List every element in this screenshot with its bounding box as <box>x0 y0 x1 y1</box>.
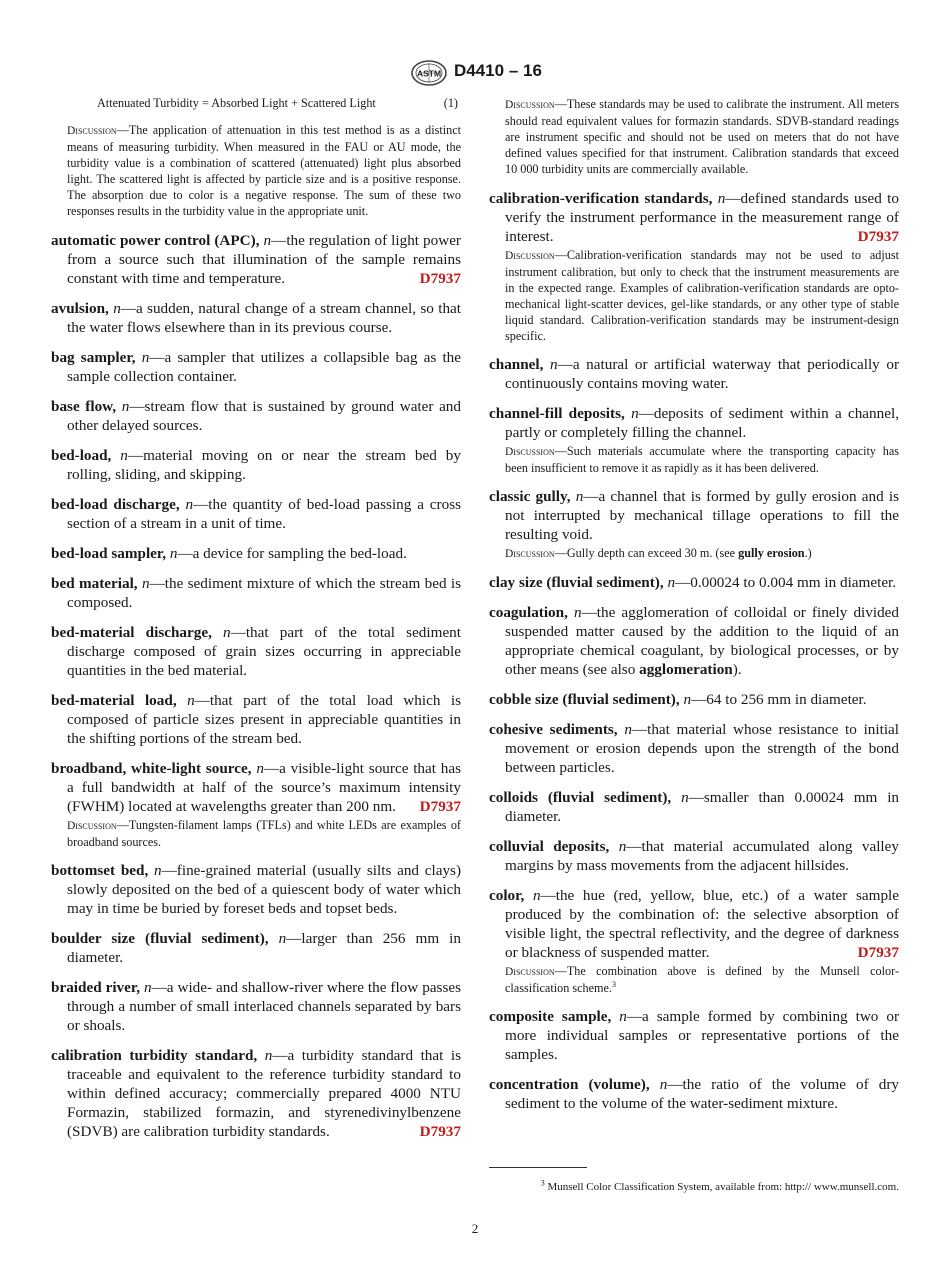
astm-logo-text: ASTM <box>416 68 442 79</box>
discussion-note <box>67 817 461 850</box>
entry-definition: —the ratio of the volume of dry sediment to the volume of the water-sediment mixture. <box>505 1076 900 1112</box>
entry-term: composite sample, <box>489 1008 612 1025</box>
entry-term: bed-material discharge, <box>51 624 212 641</box>
entry-part-of-speech: n <box>681 789 689 806</box>
entry-part-of-speech: n <box>631 405 639 422</box>
entry-definition: —a sudden, natural change of a stream channel, so that the water flows elsewhere than in its previous course. <box>67 300 461 336</box>
discussion-text: —Gully depth can exceed 30 m. (see <box>554 546 739 560</box>
glossary-entry <box>489 355 899 393</box>
entry-definition: —a sample formed by combining two or more individual samples or representative portions of the samples. <box>505 1008 899 1063</box>
page-header <box>0 60 950 86</box>
entry-definition: —the agglomeration of colloidal or finely divided suspended matter caused by the addition to the liquid of an appropriate chemical coagulant, by biological processes, or by other means (see also <box>505 604 900 678</box>
entry-term: cobble size (fluvial sediment), <box>489 691 680 708</box>
discussion-note <box>505 963 899 996</box>
entry-part-of-speech: n <box>659 1076 668 1093</box>
discussion-note <box>51 122 461 219</box>
entry-term: bed material, <box>51 575 138 592</box>
entry-term: bed-load, <box>51 447 112 464</box>
glossary-entry <box>51 929 461 967</box>
glossary-entry <box>489 404 899 476</box>
entry-term: coagulation, <box>489 604 568 621</box>
glossary-entry <box>51 978 461 1035</box>
standard-reference: D7937 <box>419 1123 461 1140</box>
entry-part-of-speech: n <box>185 496 194 513</box>
discussion-label: Discussion <box>67 125 117 137</box>
glossary-entry <box>489 690 899 709</box>
entry-term: bottomset bed, <box>51 862 149 879</box>
entry-part-of-speech: n <box>121 398 130 415</box>
discussion-cross-reference: gully erosion <box>738 546 805 560</box>
entry-part-of-speech: n <box>154 862 162 879</box>
entry-part-of-speech: n <box>717 190 726 207</box>
glossary-entry <box>51 691 461 748</box>
entry-term: colloids (fluvial sediment), <box>489 789 672 806</box>
discussion-label: Discussion <box>505 548 555 560</box>
entry-definition: —64 to 256 mm in diameter. <box>691 691 867 708</box>
glossary-entry <box>489 573 899 592</box>
entry-term: broadband, white-light source, <box>51 760 252 777</box>
right-entries <box>489 189 899 1113</box>
footnote <box>489 1180 899 1194</box>
entry-part-of-speech: n <box>264 1047 273 1064</box>
footnote-reference: 3 <box>611 979 616 989</box>
entry-term: bed-load discharge, <box>51 496 180 513</box>
glossary-entry <box>51 574 461 612</box>
entry-part-of-speech: n <box>278 930 287 947</box>
glossary-entry <box>489 487 899 562</box>
entry-part-of-speech: n <box>550 356 558 373</box>
glossary-entry <box>489 886 899 996</box>
entry-term: automatic power control (APC), <box>51 232 260 249</box>
entry-definition: —that material accumulated along valley margins by mass movements from the adjacent hillsides. <box>505 838 899 874</box>
entry-definition: —the sediment mixture of which the stream bed is composed. <box>67 575 462 611</box>
entry-part-of-speech: n <box>144 979 152 996</box>
entry-term: color, <box>489 887 525 904</box>
standard-reference: D7937 <box>419 270 461 287</box>
entry-term: channel-fill deposits, <box>489 405 625 422</box>
discussion-text: —Tungsten-filament lamps (TFLs) and white LEDs are examples of broadband sources. <box>67 818 461 849</box>
entry-part-of-speech: n <box>223 624 231 641</box>
entry-term: base flow, <box>51 398 117 415</box>
entry-definition: —a turbidity standard that is traceable and equivalent to the reference turbidity standard to within defined accuracy; commercially prepared 4000 NTU Formazin, stabilized formazin, and styrenedivinylbenzene (SDVB) are calibration turbidity standards. <box>67 1047 462 1140</box>
entry-term: clay size (fluvial sediment), <box>489 574 664 591</box>
left-column <box>51 96 461 1152</box>
glossary-entry <box>51 623 461 680</box>
footnote-divider <box>489 1167 587 1168</box>
glossary-entry <box>51 1046 461 1141</box>
entry-term: colluvial deposits, <box>489 838 610 855</box>
entry-term: bed-material load, <box>51 692 177 709</box>
entry-term: bed-load sampler, <box>51 545 167 562</box>
discussion-tail: .) <box>804 546 812 560</box>
entry-term: boulder size (fluvial sediment), <box>51 930 269 947</box>
glossary-entry <box>489 720 899 777</box>
entry-definition: —the regulation of light power from a source such that illumination of the sample remains constant with time and temperature. <box>67 232 461 287</box>
entry-definition: —deposits of sediment within a channel, partly or completely filling the channel. <box>505 405 899 441</box>
discussion-label: Discussion <box>505 99 555 111</box>
entry-definition: —stream flow that is sustained by ground water and other delayed sources. <box>67 398 461 434</box>
glossary-entry <box>51 231 461 288</box>
discussion-note <box>505 545 899 562</box>
entry-definition: —that part of the total sediment discharge composed of grain sizes occurring in appreciable quantities in the bed material. <box>67 624 461 679</box>
entry-definition: —larger than 256 mm in diameter. <box>67 930 461 966</box>
entry-definition: —smaller than 0.00024 mm in diameter. <box>505 789 900 825</box>
entry-definition: —0.00024 to 0.004 mm in diameter. <box>675 574 897 591</box>
entry-part-of-speech: n <box>263 232 272 249</box>
entry-definition: —a visible-light source that has a full bandwidth at half of the source’s maximum intensity (FWHM) located at wavelengths greater than 200 nm. <box>67 760 461 815</box>
discussion-text: —Such materials accumulate where the transporting capacity has been insufficient to remove it as rapidly as it has been delivered. <box>505 444 899 475</box>
standard-reference: D7937 <box>419 798 461 815</box>
entry-term: classic gully, <box>489 488 571 505</box>
standard-reference: D7937 <box>857 228 899 245</box>
entry-part-of-speech: n <box>618 838 627 855</box>
discussion-label: Discussion <box>67 820 117 832</box>
entry-term: avulsion, <box>51 300 109 317</box>
document-id: D4410 – 16 <box>454 61 542 80</box>
entry-part-of-speech: n <box>532 887 541 904</box>
equation <box>51 96 461 111</box>
entry-definition: —a wide- and shallow-river where the flow passes through a number of small interlaced channels separated by bars or shoals. <box>67 979 462 1034</box>
footnote-mark: 3 <box>540 1178 545 1188</box>
entry-part-of-speech: n <box>141 349 150 366</box>
entry-term: cohesive sediments, <box>489 721 618 738</box>
entry-part-of-speech: n <box>256 760 264 777</box>
entry-definition: —a device for sampling the bed-load. <box>177 545 407 562</box>
discussion-label: Discussion <box>505 250 555 262</box>
entry-definition: —that part of the total load which is composed of particle sizes present in appreciable quantities in the shifting portions of the stream bed. <box>67 692 461 747</box>
entry-part-of-speech: n <box>574 604 582 621</box>
glossary-entry <box>489 189 899 344</box>
entry-part-of-speech: n <box>624 721 632 738</box>
entry-part-of-speech: n <box>187 692 195 709</box>
entry-definition: —the quantity of bed-load passing a cross section of a stream in a unit of time. <box>67 496 462 532</box>
discussion-text: —The combination above is defined by the Munsell color-classification scheme. <box>505 964 899 995</box>
entry-term: calibration-verification standards, <box>489 190 713 207</box>
footnote-text: Munsell Color Classification System, available from: http:// www.munsell.com. <box>547 1181 899 1193</box>
astm-logo-icon <box>410 60 448 86</box>
entry-term: bag sampler, <box>51 349 136 366</box>
discussion-note <box>489 96 899 177</box>
entry-definition: —a natural or artificial waterway that periodically or continuously contains moving water. <box>505 356 900 392</box>
entry-term: braided river, <box>51 979 141 996</box>
page-number: 2 <box>471 1221 479 1236</box>
entry-definition-tail: ). <box>732 661 742 678</box>
entry-cross-reference: agglomeration <box>639 661 733 678</box>
discussion-label: Discussion <box>505 966 555 978</box>
left-entries <box>51 231 461 1141</box>
entry-term: channel, <box>489 356 544 373</box>
entry-part-of-speech: n <box>141 575 150 592</box>
glossary-entry <box>489 1075 899 1113</box>
entry-definition: —a channel that is formed by gully erosion and is not interrupted by mechanical tillage operations to fill the resulting void. <box>505 488 900 543</box>
entry-definition: —the hue (red, yellow, blue, etc.) of a water sample produced by the combination of: the selective absorption of visible light, the spectral reflectivity, and the degree of darkness or blackness of suspended matter. <box>505 887 899 961</box>
discussion-note <box>505 443 899 476</box>
entry-term: calibration turbidity standard, <box>51 1047 258 1064</box>
entry-part-of-speech: n <box>575 488 584 505</box>
entry-definition: —that material whose resistance to initial movement or erosion depends upon the strength of the bond between particles. <box>505 721 899 776</box>
discussion-text: —These standards may be used to calibrate the instrument. All meters should read equivalent values for formazin standards. SDVB-standard readings are instrument specific and should not be used on meters that do not have defined values specified for that instrument. Calibration standards that exceed 10 000 turbidity units are commercially available. <box>505 97 899 176</box>
glossary-entry <box>51 397 461 435</box>
glossary-entry <box>489 837 899 875</box>
entry-part-of-speech: n <box>169 545 178 562</box>
discussion-label: Discussion <box>505 446 555 458</box>
glossary-entry <box>489 788 899 826</box>
glossary-entry <box>51 299 461 337</box>
discussion-text: —The application of attenuation in this test method is as a distinct means of measuring turbidity. When measured in the FAU or AU mode, the turbidity value is a combination of scattered (attenuated) light plus absorbed light. The scattered light is affected by particle size and is a positive response. The absorption due to color is a negative response. The sum of these two responses results in the turbidity value in the appropriate unit. <box>67 123 461 218</box>
entry-part-of-speech: n <box>683 691 692 708</box>
glossary-entry <box>51 861 461 918</box>
glossary-entry <box>51 544 461 563</box>
right-column <box>489 96 899 1124</box>
entry-definition: —a sampler that utilizes a collapsible bag as the sample collection container. <box>67 349 462 385</box>
glossary-entry <box>51 759 461 850</box>
glossary-entry <box>489 603 899 679</box>
entry-definition: —material moving on or near the stream bed by rolling, sliding, and skipping. <box>67 447 461 483</box>
discussion-text: —Calibration-verification standards may not be used to adjust instrument calibration, but only to check that the instrument measurements are in the expected range. Examples of calibration-verification standards are opto-mechanical light-scatter devices, gel-like standards, or any other type of stable liquid standard. Calibration-verification standards may be instrument-design specific. <box>505 248 899 343</box>
glossary-entry <box>51 348 461 386</box>
standard-reference: D7937 <box>857 944 899 961</box>
entry-part-of-speech: n <box>120 447 128 464</box>
entry-definition: —defined standards used to verify the instrument performance in the measurement range of interest. <box>505 190 899 245</box>
entry-part-of-speech: n <box>667 574 676 591</box>
entry-part-of-speech: n <box>113 300 121 317</box>
equation-text: Attenuated Turbidity = Absorbed Light + Scattered Light <box>97 96 376 110</box>
entry-definition: —fine-grained material (usually silts and clays) slowly deposited on the bed of a quiescent body of water which may in time be buried by foreset beds and topset beds. <box>67 862 462 917</box>
entry-term: concentration (volume), <box>489 1076 650 1093</box>
entry-part-of-speech: n <box>619 1008 627 1025</box>
equation-number: (1) <box>443 96 458 110</box>
discussion-note <box>505 247 899 344</box>
glossary-entry <box>51 495 461 533</box>
glossary-entry <box>51 446 461 484</box>
glossary-entry <box>489 1007 899 1064</box>
